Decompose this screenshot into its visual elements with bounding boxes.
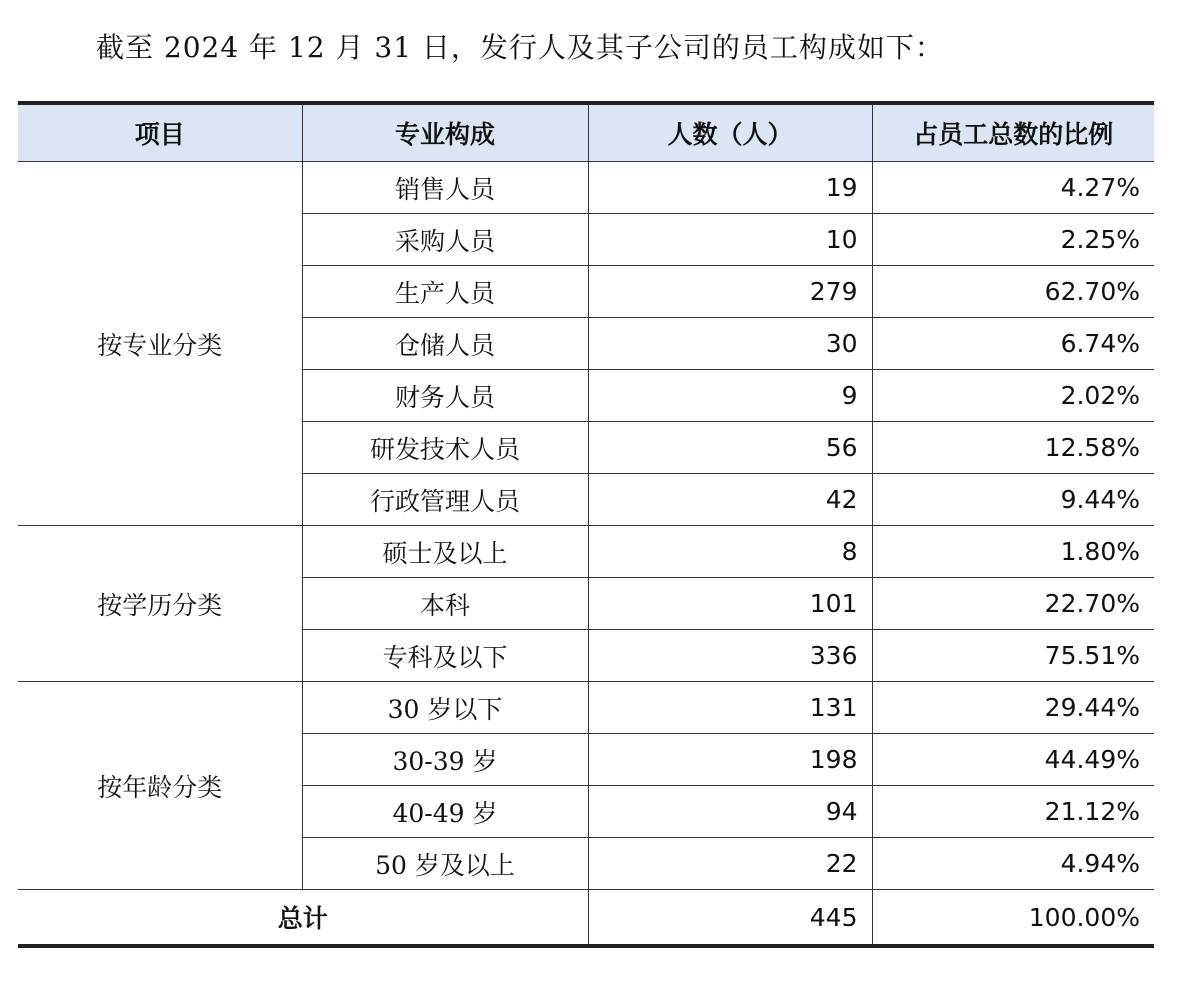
ratio-cell: 1.80% (872, 526, 1154, 578)
ratio-cell: 22.70% (872, 578, 1154, 630)
ratio-cell: 2.25% (872, 214, 1154, 266)
count-cell: 9 (588, 370, 872, 422)
ratio-cell: 4.27% (872, 162, 1154, 214)
table-row (18, 682, 1154, 734)
table-header-row (18, 103, 1154, 162)
table-body (18, 162, 1154, 947)
header-ratio: 占员工总数的比例 (872, 103, 1154, 162)
composition-cell: 采购人员 (302, 214, 588, 266)
header-count: 人数（人） (588, 103, 872, 162)
category-cell: 按专业分类 (18, 162, 302, 526)
count-cell: 22 (588, 838, 872, 890)
intro-text: 截至 2024 年 12 月 31 日，发行人及其子公司的员工构成如下： (96, 31, 944, 64)
count-cell: 94 (588, 786, 872, 838)
composition-cell: 40-49 岁 (302, 786, 588, 838)
count-cell: 336 (588, 630, 872, 682)
count-cell: 8 (588, 526, 872, 578)
composition-cell: 仓储人员 (302, 318, 588, 370)
composition-cell: 销售人员 (302, 162, 588, 214)
total-label: 总计 (18, 890, 588, 947)
ratio-cell: 21.12% (872, 786, 1154, 838)
count-cell: 131 (588, 682, 872, 734)
composition-cell: 生产人员 (302, 266, 588, 318)
count-cell: 101 (588, 578, 872, 630)
header-item: 项目 (18, 103, 302, 162)
total-ratio: 100.00% (872, 890, 1154, 947)
composition-cell: 30-39 岁 (302, 734, 588, 786)
count-cell: 198 (588, 734, 872, 786)
composition-cell: 50 岁及以上 (302, 838, 588, 890)
count-cell: 10 (588, 214, 872, 266)
count-cell: 19 (588, 162, 872, 214)
header-composition: 专业构成 (302, 103, 588, 162)
count-cell: 30 (588, 318, 872, 370)
composition-cell: 30 岁以下 (302, 682, 588, 734)
ratio-cell: 12.58% (872, 422, 1154, 474)
ratio-cell: 6.74% (872, 318, 1154, 370)
composition-cell: 研发技术人员 (302, 422, 588, 474)
total-count: 445 (588, 890, 872, 947)
ratio-cell: 29.44% (872, 682, 1154, 734)
composition-cell: 专科及以下 (302, 630, 588, 682)
count-cell: 42 (588, 474, 872, 526)
table-row (18, 526, 1154, 578)
composition-cell: 硕士及以上 (302, 526, 588, 578)
employee-composition-table (18, 101, 1154, 948)
ratio-cell: 4.94% (872, 838, 1154, 890)
total-row (18, 890, 1154, 947)
ratio-cell: 2.02% (872, 370, 1154, 422)
ratio-cell: 9.44% (872, 474, 1154, 526)
ratio-cell: 75.51% (872, 630, 1154, 682)
category-cell: 按年龄分类 (18, 682, 302, 890)
count-cell: 56 (588, 422, 872, 474)
composition-cell: 行政管理人员 (302, 474, 588, 526)
count-cell: 279 (588, 266, 872, 318)
table-row (18, 162, 1154, 214)
ratio-cell: 44.49% (872, 734, 1154, 786)
composition-cell: 财务人员 (302, 370, 588, 422)
composition-cell: 本科 (302, 578, 588, 630)
ratio-cell: 62.70% (872, 266, 1154, 318)
category-cell: 按学历分类 (18, 526, 302, 682)
